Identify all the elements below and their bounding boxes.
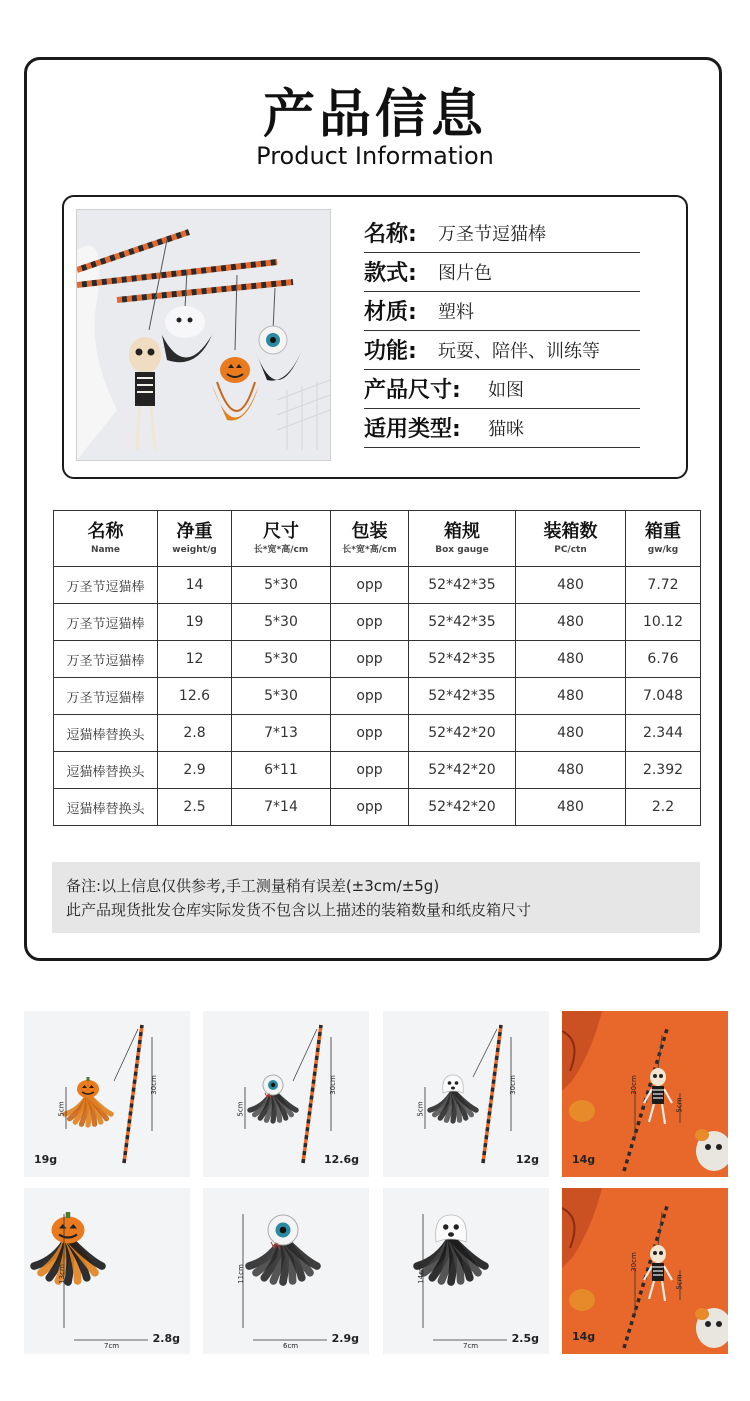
weight-label: 14g [572,1153,596,1166]
header-box-gauge: 箱规 Box gauge [409,511,516,567]
table-row [54,789,701,826]
cell-name: 万圣节逗猫棒 [54,567,158,604]
spec-value: 如图 [488,380,524,401]
cell-package: opp [331,789,409,826]
cell-size: 7*14 [232,789,331,826]
header-box-weight: 箱重 gw/kg [626,511,701,567]
spec-row-name [364,214,640,253]
cell-pcs: 480 [516,752,626,789]
spec-label: 名称: [364,222,417,247]
cell-name: 万圣节逗猫棒 [54,604,158,641]
table-row [54,715,701,752]
cell-box-weight: 7.72 [626,567,701,604]
gallery-thumbnail [383,1188,549,1354]
dimension-label: 30cm [629,1252,638,1272]
cell-package: opp [331,752,409,789]
header-weight: 净重 weight/g [158,511,232,567]
packing-table [53,510,701,826]
weight-label: 2.5g [511,1332,539,1345]
spec-row-target [364,409,640,448]
gallery-thumbnail [203,1188,369,1354]
cell-package: opp [331,641,409,678]
cell-box-gauge: 52*42*35 [409,641,516,678]
weight-label: 2.8g [152,1332,180,1345]
cell-box-weight: 7.048 [626,678,701,715]
spec-label: 款式: [364,261,417,286]
cell-box-weight: 10.12 [626,604,701,641]
cell-weight: 12.6 [158,678,232,715]
page-title: 产品信息 [262,85,487,145]
product-illustration [77,210,330,460]
cell-weight: 2.8 [158,715,232,752]
spec-value: 玩耍、陪伴、训练等 [438,341,600,362]
dimension-label: 30cm [508,1075,517,1095]
cell-pcs: 480 [516,678,626,715]
cell-box-weight: 2.2 [626,789,701,826]
weight-label: 2.9g [331,1332,359,1345]
table-row [54,678,701,715]
cell-name: 万圣节逗猫棒 [54,678,158,715]
table-row [54,752,701,789]
cell-box-gauge: 52*42*35 [409,678,516,715]
header-size: 尺寸 长*宽*高/cm [232,511,331,567]
dimension-label: 5cm [675,1097,684,1113]
product-illustration [203,1188,369,1354]
spec-label: 产品尺寸: [364,378,461,403]
cell-size: 5*30 [232,604,331,641]
spec-row-function [364,331,640,370]
dimension-label: 7cm [104,1342,120,1350]
cell-package: opp [331,715,409,752]
dimension-label: 5cm [416,1101,425,1117]
cell-weight: 2.5 [158,789,232,826]
dimension-label: 5cm [236,1101,245,1117]
cell-box-gauge: 52*42*20 [409,752,516,789]
dimension-label: 7cm [463,1342,479,1350]
dimension-label: 11cm [236,1264,245,1284]
gallery-thumbnail [24,1188,190,1354]
spec-value: 塑料 [438,302,474,323]
table-header-row [54,511,701,567]
spec-value: 万圣节逗猫棒 [438,224,546,245]
dimension-label: 30cm [149,1075,158,1095]
remark-line-1: 备注:以上信息仅供参考,手工测量稍有误差(±3cm/±5g) [66,877,440,895]
cell-pcs: 480 [516,789,626,826]
header-pcs-per-carton: 装箱数 PC/ctn [516,511,626,567]
product-illustration [383,1188,549,1354]
remark-line-2: 此产品现货批发仓库实际发货不包含以上描述的装箱数量和纸皮箱尺寸 [66,901,532,919]
dimension-label: 5cm [675,1274,684,1290]
cell-name: 万圣节逗猫棒 [54,641,158,678]
cell-weight: 12 [158,641,232,678]
dimension-label: 5cm [57,1101,66,1117]
spec-row-material [364,292,640,331]
cell-size: 5*30 [232,641,331,678]
spec-value: 猫咪 [488,419,524,440]
cell-box-weight: 6.76 [626,641,701,678]
cell-size: 7*13 [232,715,331,752]
cell-pcs: 480 [516,604,626,641]
header-name: 名称 Name [54,511,158,567]
dimension-label: 6cm [283,1342,299,1350]
spec-label: 功能: [364,339,417,364]
cell-name: 逗猫棒替换头 [54,715,158,752]
cell-size: 6*11 [232,752,331,789]
spec-row-size [364,370,640,409]
spec-row-style [364,253,640,292]
cell-package: opp [331,567,409,604]
spec-label: 材质: [364,300,417,325]
gallery-thumbnail [562,1188,728,1354]
spec-label: 适用类型: [364,417,461,442]
dimension-label: 13cm [57,1264,66,1284]
cell-box-gauge: 52*42*20 [409,715,516,752]
cell-box-gauge: 52*42*35 [409,567,516,604]
weight-label: 12g [515,1153,539,1166]
page-subtitle: Product Information [256,142,494,170]
gallery-thumbnail [24,1011,190,1177]
gallery-thumbnail [562,1011,728,1177]
cell-pcs: 480 [516,715,626,752]
cell-package: opp [331,678,409,715]
cell-weight: 19 [158,604,232,641]
header-package: 包装 长*宽*高/cm [331,511,409,567]
cell-weight: 14 [158,567,232,604]
dimension-label: 30cm [629,1075,638,1095]
dimension-label: 14cm [416,1264,425,1284]
cell-box-weight: 2.392 [626,752,701,789]
weight-label: 14g [572,1330,596,1343]
cell-weight: 2.9 [158,752,232,789]
dimension-label: 30cm [328,1075,337,1095]
table-row [54,604,701,641]
table-row [54,567,701,604]
table-row [54,641,701,678]
cell-box-gauge: 52*42*35 [409,604,516,641]
spec-value: 图片色 [438,263,492,284]
cell-name: 逗猫棒替换头 [54,752,158,789]
weight-label: 19g [34,1153,58,1166]
cell-pcs: 480 [516,641,626,678]
gallery-thumbnail [383,1011,549,1177]
weight-label: 12.6g [323,1153,359,1166]
cell-size: 5*30 [232,678,331,715]
product-illustration [24,1188,190,1354]
cell-box-weight: 2.344 [626,715,701,752]
cell-package: opp [331,604,409,641]
cell-name: 逗猫棒替换头 [54,789,158,826]
cell-pcs: 480 [516,567,626,604]
cell-box-gauge: 52*42*20 [409,789,516,826]
remark-box [52,862,700,933]
product-photo [76,209,331,461]
cell-size: 5*30 [232,567,331,604]
gallery-thumbnail [203,1011,369,1177]
